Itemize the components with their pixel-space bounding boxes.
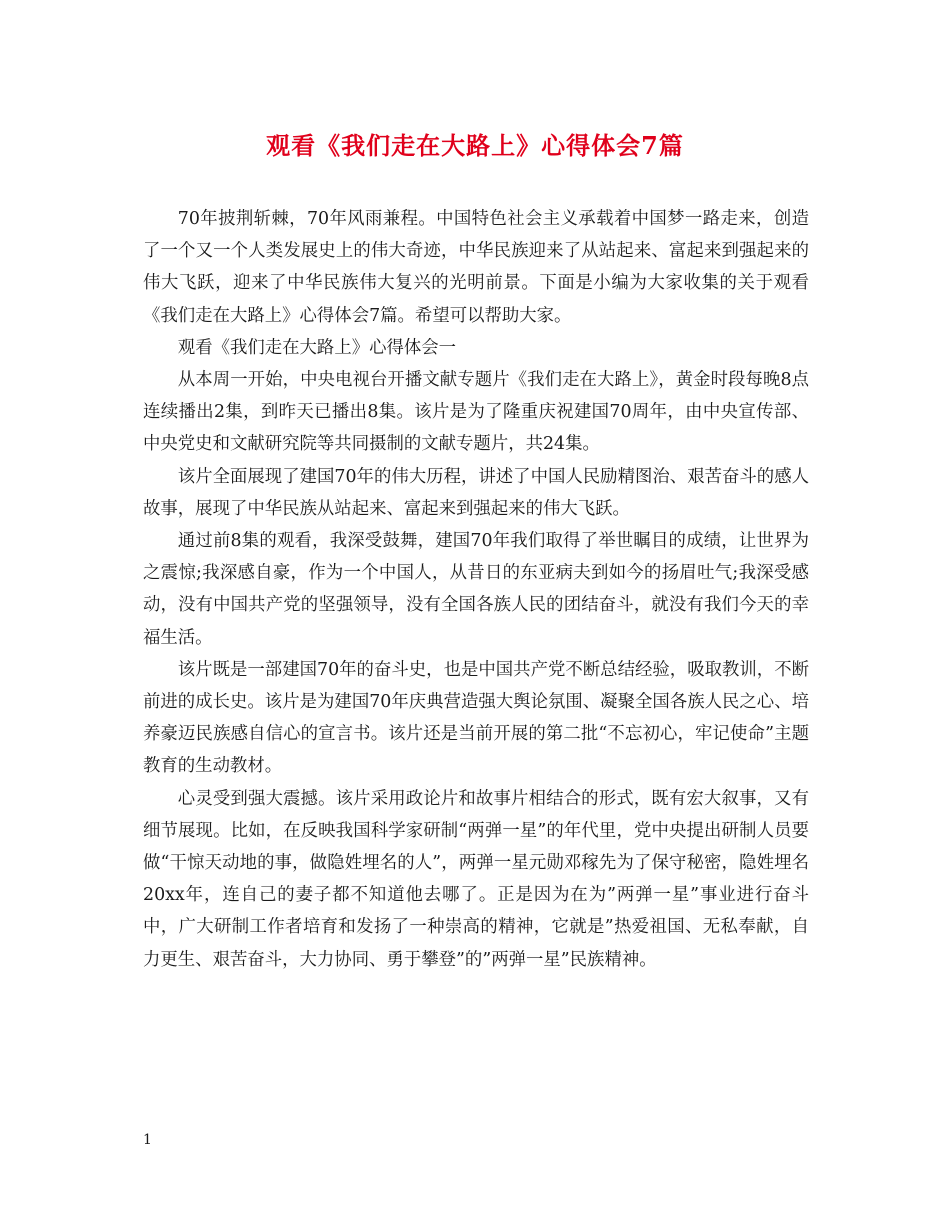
paragraph-intro: 70年披荆斩棘，70年风雨兼程。中国特色社会主义承载着中国梦一路走来，创造了一个又一个人类发展史上的伟大奇迹，中华民族迎来了从站起来、富起来到强起来的伟大飞跃，迎来了中华民族伟大复兴的光明前景。下面是小编为大家收集的关于观看《我们走在大路上》心得体会7篇。希望可以帮助大家。	[143, 209, 809, 326]
paragraph: 从本周一开始，中央电视台开播文献专题片《我们走在大路上》，黄金时段每晚8点连续播出2集，到昨天已播出8集。该片是为了隆重庆祝建国70周年，由中央宣传部、中央党史和文献研究院等共同摄制的文献专题片，共24集。	[143, 370, 809, 455]
section-heading: 观看《我们走在大路上》心得体会一	[177, 337, 457, 358]
document-body	[143, 203, 809, 976]
paragraph: 心灵受到强大震撼。该片采用政论片和故事片相结合的形式，既有宏大叙事，又有细节展现。比如，在反映我国科学家研制“两弹一星”的年代里，党中央提出研制人员要做“干惊天动地的事，做隐姓埋名的人”，两弹一星元勋邓稼先为了保守秘密，隐姓埋名20xx年，连自己的妻子都不知道他去哪了。正是因为在为”两弹一星”事业进行奋斗中，广大研制工作者培育和发扬了一种崇高的精神，它就是”热爱祖国、无私奉献，自力更生、艰苦奋斗，大力协同、勇于攀登”的”两弹一星”民族精神。	[143, 788, 809, 970]
paragraph: 通过前8集的观看，我深受鼓舞，建国70年我们取得了举世瞩目的成绩，让世界为之震惊;我深感自豪，作为一个中国人，从昔日的东亚病夫到如今的扬眉吐气;我深受感动，没有中国共产党的坚强领导，没有全国各族人民的团结奋斗，就没有我们今天的幸福生活。	[143, 531, 809, 648]
page-number: 1	[143, 1132, 152, 1148]
paragraph: 该片既是一部建国70年的奋斗史，也是中国共产党不断总结经验，吸取教训，不断前进的成长史。该片是为建国70年庆典营造强大舆论氛围、凝聚全国各族人民之心、培养豪迈民族感自信心的宣言书。该片还是当前开展的第二批“不忘初心，牢记使命”主题教育的生动教材。	[143, 659, 809, 777]
document-title: 观看《我们走在大路上》心得体会7篇	[266, 131, 684, 160]
paragraph: 该片全面展现了建国70年的伟大历程，讲述了中国人民励精图治、艰苦奋斗的感人故事，展现了中华民族从站起来、富起来到强起来的伟大飞跃。	[143, 466, 809, 519]
